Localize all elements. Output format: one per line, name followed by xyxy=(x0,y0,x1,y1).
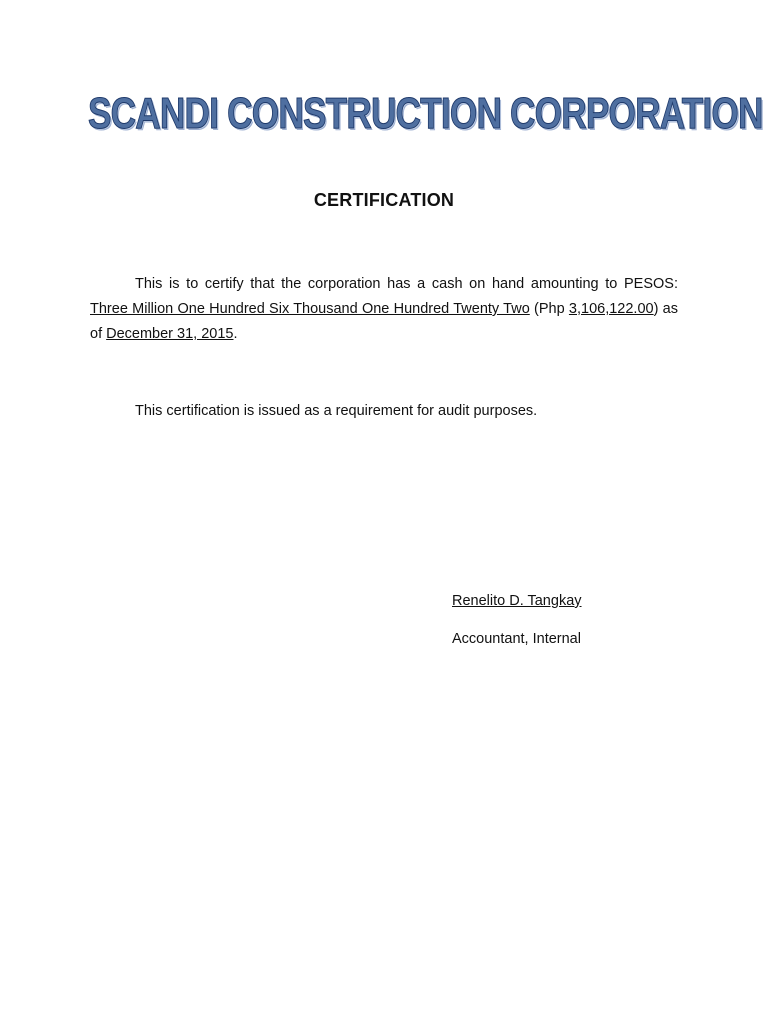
certification-intro-text: This is to certify that the corporation has a cash on hand amounting to PESOS: xyxy=(135,276,678,292)
amount-paren-open: (Php xyxy=(529,301,569,317)
signatory-title: Accountant, Internal xyxy=(452,631,581,647)
sentence-end: . xyxy=(233,326,238,342)
amount-in-words: Three Million One Hundred Six Thousand One Hundred Twenty Two xyxy=(90,301,530,317)
company-letterhead: SCANDI CONSTRUCTION CORPORATION xyxy=(88,89,763,138)
as-of-text: ) as of xyxy=(90,301,678,342)
amount-in-figures: 3,106,122.00 xyxy=(568,301,654,317)
signatory-name: Renelito D. Tangkay xyxy=(452,593,582,609)
certification-paragraph xyxy=(90,272,678,347)
purpose-paragraph: This certification is issued as a requirement for audit purposes. xyxy=(135,403,538,419)
document-heading: CERTIFICATION xyxy=(313,190,455,210)
as-of-date: December 31, 2015 xyxy=(106,326,234,342)
